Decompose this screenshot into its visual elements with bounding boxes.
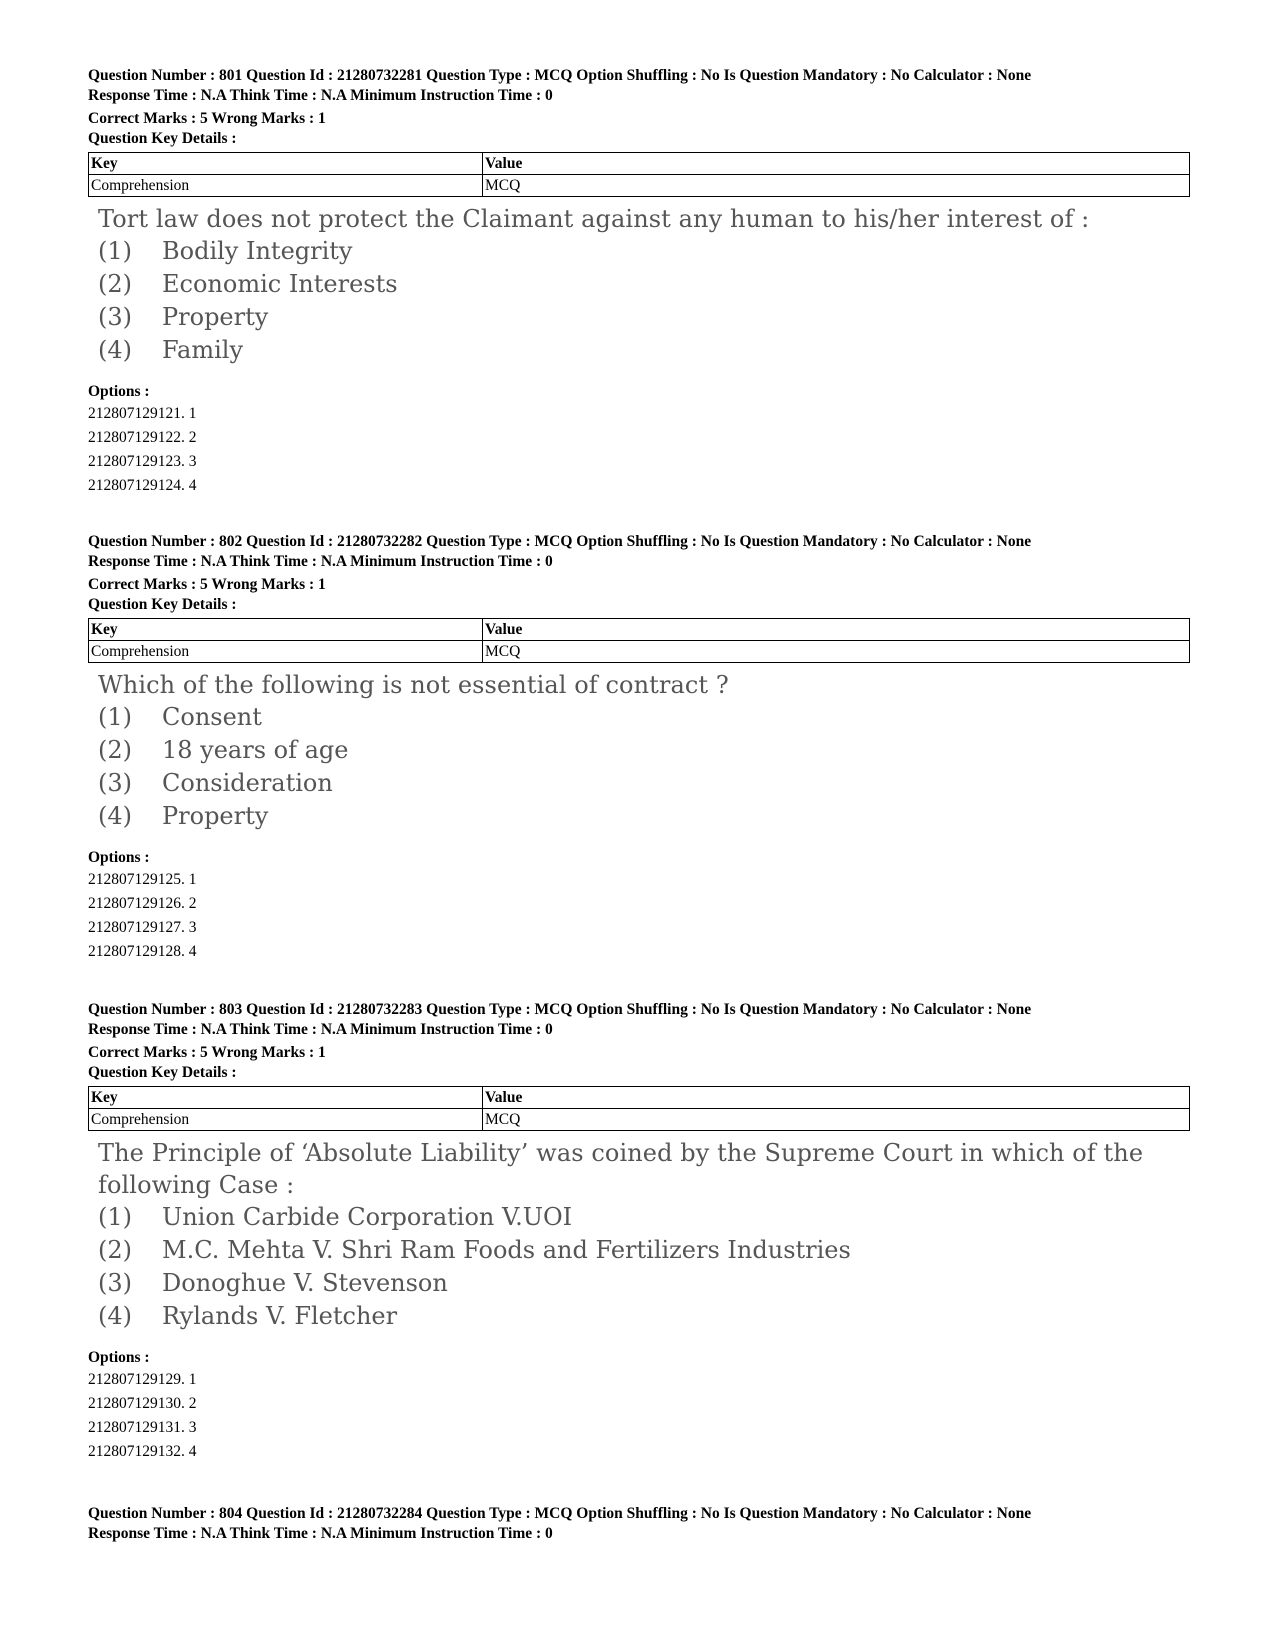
choice-text: Family: [162, 336, 243, 364]
choice-number: (1): [98, 703, 132, 731]
key-details-table: [88, 618, 1190, 663]
option-line: 212807129129. 1: [88, 1371, 197, 1388]
question-image: [98, 669, 1188, 833]
choice-text: Consideration: [162, 769, 333, 797]
options-title: Options :: [88, 1349, 150, 1366]
value-cell: MCQ: [483, 641, 1190, 663]
choice-number: (3): [98, 769, 132, 797]
option-line: 212807129122. 2: [88, 429, 197, 446]
table-row: [89, 1109, 1190, 1131]
key-cell: Comprehension: [89, 641, 483, 663]
table-row: [89, 641, 1190, 663]
question-meta: Question Number : 804 Question Id : 21280732284 Question Type : MCQ Option Shuffling : No Is Question Mandatory : No Calculator : None: [88, 1505, 1032, 1522]
value-header: Value: [483, 153, 1190, 175]
question-marks: Correct Marks : 5 Wrong Marks : 1: [88, 576, 326, 593]
question-timing: Response Time : N.A Think Time : N.A Minimum Instruction Time : 0: [88, 553, 553, 570]
key-details-title: Question Key Details :: [88, 596, 237, 613]
question-timing: Response Time : N.A Think Time : N.A Minimum Instruction Time : 0: [88, 87, 553, 104]
value-header: Value: [483, 1087, 1190, 1109]
option-line: 212807129131. 3: [88, 1419, 197, 1436]
choice-item: [98, 1300, 1188, 1333]
choice-text: Property: [162, 303, 269, 331]
choice-number: (2): [98, 736, 132, 764]
question-meta: Question Number : 801 Question Id : 21280732281 Question Type : MCQ Option Shuffling : No Is Question Mandatory : No Calculator : None: [88, 67, 1032, 84]
question-timing: Response Time : N.A Think Time : N.A Minimum Instruction Time : 0: [88, 1525, 553, 1542]
key-details-table: [88, 152, 1190, 197]
choice-number: (2): [98, 1236, 132, 1264]
key-details-table: [88, 1086, 1190, 1131]
options-title: Options :: [88, 383, 150, 400]
table-row: [89, 175, 1190, 197]
choice-text: Donoghue V. Stevenson: [162, 1269, 448, 1297]
option-line: 212807129123. 3: [88, 453, 197, 470]
question-meta: Question Number : 802 Question Id : 21280732282 Question Type : MCQ Option Shuffling : No Is Question Mandatory : No Calculator : None: [88, 533, 1032, 550]
key-details-title: Question Key Details :: [88, 130, 237, 147]
question-block: [88, 1000, 1188, 1464]
choice-item: [98, 701, 1188, 734]
option-line: 212807129130. 2: [88, 1395, 197, 1412]
choice-number: (4): [98, 1302, 132, 1330]
question-block: [88, 532, 1188, 964]
key-cell: Comprehension: [89, 1109, 483, 1131]
choice-text: 18 years of age: [162, 736, 349, 764]
question-text: Tort law does not protect the Claimant against any human to his/her interest of :: [98, 205, 1090, 233]
choice-text: Economic Interests: [162, 270, 398, 298]
value-cell: MCQ: [483, 1109, 1190, 1131]
choice-number: (1): [98, 1203, 132, 1231]
question-image: [98, 203, 1188, 367]
choice-item: [98, 334, 1188, 367]
options-title: Options :: [88, 849, 150, 866]
option-line: 212807129127. 3: [88, 919, 197, 936]
choice-text: Union Carbide Corporation V.UOI: [162, 1203, 573, 1231]
key-header: Key: [89, 619, 483, 641]
choice-number: (4): [98, 336, 132, 364]
choice-item: [98, 734, 1188, 767]
choice-item: [98, 1267, 1188, 1300]
option-line: 212807129125. 1: [88, 871, 197, 888]
table-header-row: [89, 153, 1190, 175]
key-cell: Comprehension: [89, 175, 483, 197]
option-line: 212807129124. 4: [88, 477, 197, 494]
question-meta: Question Number : 803 Question Id : 21280732283 Question Type : MCQ Option Shuffling : No Is Question Mandatory : No Calculator : None: [88, 1001, 1032, 1018]
option-line: 212807129128. 4: [88, 943, 197, 960]
choice-text: Consent: [162, 703, 262, 731]
choice-item: [98, 767, 1188, 800]
question-text: Which of the following is not essential of contract ?: [98, 671, 729, 699]
question-block: [88, 1504, 1188, 1544]
choice-text: Rylands V. Fletcher: [162, 1302, 398, 1330]
choice-item: [98, 268, 1188, 301]
choice-number: (2): [98, 270, 132, 298]
option-line: 212807129132. 4: [88, 1443, 197, 1460]
question-image: [98, 1137, 1188, 1333]
option-line: 212807129126. 2: [88, 895, 197, 912]
table-header-row: [89, 619, 1190, 641]
choice-text: Property: [162, 802, 269, 830]
choice-item: [98, 235, 1188, 268]
table-header-row: [89, 1087, 1190, 1109]
key-details-title: Question Key Details :: [88, 1064, 237, 1081]
question-marks: Correct Marks : 5 Wrong Marks : 1: [88, 1044, 326, 1061]
choice-item: [98, 1201, 1188, 1234]
key-header: Key: [89, 153, 483, 175]
value-cell: MCQ: [483, 175, 1190, 197]
choice-number: (3): [98, 303, 132, 331]
choice-number: (1): [98, 237, 132, 265]
key-header: Key: [89, 1087, 483, 1109]
question-block: [88, 66, 1188, 498]
value-header: Value: [483, 619, 1190, 641]
choice-text: M.C. Mehta V. Shri Ram Foods and Fertilizers Industries: [162, 1236, 851, 1264]
choice-number: (3): [98, 1269, 132, 1297]
choice-number: (4): [98, 802, 132, 830]
choice-item: [98, 800, 1188, 833]
choice-item: [98, 301, 1188, 334]
choice-item: [98, 1234, 1188, 1267]
question-timing: Response Time : N.A Think Time : N.A Minimum Instruction Time : 0: [88, 1021, 553, 1038]
choice-text: Bodily Integrity: [162, 237, 353, 265]
question-text: The Principle of ‘Absolute Liability’ was coined by the Supreme Court in which of the following Case :: [98, 1139, 1144, 1199]
option-line: 212807129121. 1: [88, 405, 197, 422]
question-marks: Correct Marks : 5 Wrong Marks : 1: [88, 110, 326, 127]
